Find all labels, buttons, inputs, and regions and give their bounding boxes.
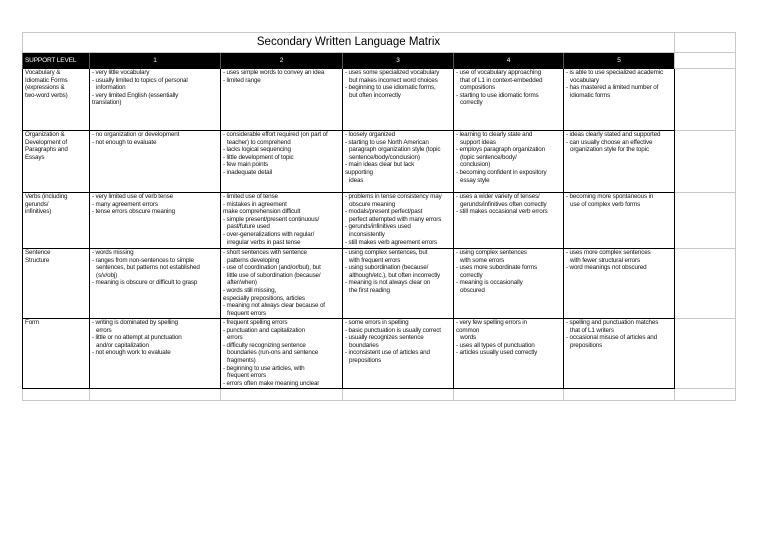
level-1-cell (90, 193, 221, 249)
spare-cell (675, 193, 736, 249)
cell-line: with some errors (460, 256, 505, 264)
cell-line: organization style for the topic (570, 146, 649, 154)
cell-line: prepositions (349, 356, 382, 364)
cell-line: - can usually choose an effective (566, 138, 653, 146)
spare-cell (675, 69, 736, 131)
cell-line: Paragraphs and (25, 146, 68, 154)
cell-line: - usually recognizes sentence (345, 334, 424, 342)
empty-row (23, 389, 736, 401)
cell-line: - little development of topic (223, 153, 294, 161)
header-level-2: 2 (221, 53, 343, 69)
cell-line: - uses some specialized vocabulary (345, 69, 440, 76)
level-4-cell (454, 249, 564, 319)
cell-line: - few main points (223, 161, 269, 169)
matrix-row (23, 193, 736, 249)
cell-line: - meaning is occasionally (456, 279, 523, 287)
cell-line: Essays (25, 153, 45, 161)
cell-line: - use of vocabulary approaching (456, 69, 541, 76)
cell-line: that of L1 writers (570, 326, 614, 334)
cell-line: support ideas (460, 138, 496, 146)
cell-line: conclusion) (460, 161, 491, 169)
cell-line: - not enough work to evaluate (92, 349, 171, 357)
cell-line: but makes incorrect word choices (349, 76, 438, 84)
spare-cell (675, 319, 736, 389)
spare-cell (675, 53, 736, 69)
level-5-cell (564, 69, 675, 131)
level-2-cell (221, 131, 343, 193)
level-3-cell (343, 193, 454, 249)
cell-line: Sentence (25, 249, 51, 256)
empty-cell (90, 389, 221, 401)
cell-line: - main ideas clear but lack (345, 161, 415, 169)
cell-line: - simple present/present continuous/ (223, 215, 320, 223)
cell-line: - no organization or development (92, 131, 180, 138)
cell-line: infinitives) (25, 208, 52, 216)
cell-line: - very limited use of verb tense (92, 193, 173, 200)
level-3-cell (343, 69, 454, 131)
cell-line: although/etc.), but often incorrectly (349, 271, 441, 279)
cell-line: - use of coordination (and/or/but), but (223, 264, 321, 272)
cell-line: - is able to use specialized academic (566, 69, 664, 76)
cell-line: correctly (460, 271, 483, 279)
category-cell (23, 249, 90, 319)
cell-line: - using complex sentences (456, 249, 527, 256)
cell-line: - articles usually used correctly (456, 349, 538, 357)
empty-cell (454, 389, 564, 401)
cell-line: errors (96, 326, 112, 334)
cell-line: - spelling and punctuation matches (566, 319, 659, 326)
cell-line: - using complex sentences, but (345, 249, 428, 256)
cell-line: - meaning is not always clear on (345, 279, 431, 287)
document-title: Secondary Written Language Matrix (23, 33, 675, 53)
matrix-row (23, 249, 736, 319)
level-2-cell (221, 319, 343, 389)
cell-line: little use of subordination (because/ (227, 271, 321, 279)
level-4-cell (454, 319, 564, 389)
cell-line: Organization & (25, 131, 65, 138)
level-5-cell (564, 131, 675, 193)
cell-line: with fewer structural errors (570, 256, 640, 264)
cell-line: information (96, 84, 126, 92)
cell-line: - limited range (223, 76, 261, 84)
cell-line: fragments) (227, 356, 256, 364)
language-matrix-table (22, 32, 736, 401)
level-5-cell (564, 193, 675, 249)
cell-line: - not enough to evaluate (92, 138, 157, 146)
spare-cell (675, 249, 736, 319)
document-sheet (22, 32, 736, 401)
header-support-level: SUPPORT LEVEL (23, 53, 90, 69)
cell-line: Verbs (including (25, 193, 68, 200)
cell-line: translation) (92, 99, 122, 107)
level-3-cell (343, 249, 454, 319)
empty-cell (343, 389, 454, 401)
cell-line: with frequent errors (349, 256, 401, 264)
title-row (23, 33, 736, 53)
header-row (23, 53, 736, 69)
category-cell (23, 193, 90, 249)
cell-line: common (456, 326, 480, 334)
spare-cell (675, 33, 736, 53)
header-level-3: 3 (343, 53, 454, 69)
level-4-cell (454, 193, 564, 249)
cell-line: obscure meaning (349, 200, 396, 208)
level-2-cell (221, 193, 343, 249)
cell-line: after/when) (227, 279, 257, 287)
cell-line: sentence/body/conclusion) (349, 153, 420, 161)
cell-line: - words still missing, (223, 286, 277, 294)
level-4-cell (454, 131, 564, 193)
cell-line: - loosely organized (345, 131, 396, 138)
cell-line: prepositions (570, 341, 603, 349)
cell-line: - using subordination (because/ (345, 264, 429, 272)
cell-line: (s/v/obj) (96, 271, 118, 279)
cell-line: sentences, but patterns not established (96, 264, 200, 272)
level-3-cell (343, 131, 454, 193)
cell-line: (expressions & (25, 84, 65, 92)
cell-line: correctly (460, 99, 483, 107)
cell-line: - very little vocabulary (92, 69, 150, 76)
cell-line: Form (25, 319, 40, 326)
empty-cell (23, 389, 90, 401)
matrix-row (23, 131, 736, 193)
cell-line: Idiomatic Forms (25, 76, 68, 84)
cell-line: gerunds/infinitives often correctly (460, 200, 547, 208)
cell-line: idiomatic forms (570, 91, 611, 99)
cell-line: (topic sentence/body/ (460, 153, 517, 161)
cell-line: - mistakes in agreement (223, 200, 287, 208)
cell-line: - uses a wider variety of tenses/ (456, 193, 540, 200)
cell-line: frequent errors (227, 372, 267, 380)
cell-line: - usually limited to topics of personal (92, 76, 188, 84)
cell-line: boundaries (run-ons and sentence (227, 349, 319, 357)
category-cell (23, 131, 90, 193)
cell-line: - modals/present perfect/past (345, 208, 423, 216)
cell-line: obscured (460, 286, 485, 294)
cell-line: - gerunds/infinitives used (345, 223, 411, 231)
empty-cell (675, 389, 736, 401)
cell-line: - difficulty recognizing sentence (223, 341, 306, 349)
cell-line: - starting to use North American (345, 138, 429, 146)
cell-line: past/future used (227, 223, 270, 231)
cell-line: perfect attempted with many errors (349, 215, 442, 223)
cell-line: compositions (460, 84, 495, 92)
matrix-row (23, 69, 736, 131)
cell-line: - inconsistent use of articles and (345, 349, 430, 357)
cell-line: - ranges from non-sentences to simple (92, 256, 194, 264)
cell-line: - inadequate detail (223, 168, 272, 176)
level-1-cell (90, 319, 221, 389)
cell-line: - still makes verb agreement errors (345, 238, 438, 246)
cell-line: - has mastered a limited number of (566, 84, 659, 92)
level-1-cell (90, 131, 221, 193)
cell-line: - errors often make meaning unclear (223, 379, 320, 387)
cell-line: that of L1 in context-embedded (460, 76, 543, 84)
cell-line: - uses more complex sentences (566, 249, 651, 256)
cell-line: - learning to clearly state and (456, 131, 533, 138)
cell-line: patterns developing (227, 256, 280, 264)
cell-line: gerunds/ (25, 200, 49, 208)
cell-line: - some errors in spelling (345, 319, 409, 326)
cell-line: essay style (460, 176, 490, 184)
cell-line: - uses simple words to convey an idea (223, 69, 325, 76)
cell-line: use of complex verb forms (570, 200, 641, 208)
cell-line: make comprehension difficult (223, 208, 301, 216)
cell-line: but often incorrectly (349, 91, 401, 99)
cell-line: - very limited English (essentially (92, 91, 179, 99)
cell-line: - very few spelling errors in (456, 319, 527, 326)
cell-line: - basic punctuation is usually correct (345, 326, 441, 334)
cell-line: vocabulary (570, 76, 599, 84)
cell-line: - punctuation and capitalization (223, 326, 306, 334)
cell-line: boundaries (349, 341, 379, 349)
cell-line: - little or no attempt at punctuation (92, 334, 182, 342)
cell-line: - problems in tense consistency may (345, 193, 442, 200)
spare-cell (675, 131, 736, 193)
cell-line: irregular verbs in past tense (227, 238, 301, 246)
category-cell (23, 69, 90, 131)
header-level-1: 1 (90, 53, 221, 69)
cell-line: - frequent spelling errors (223, 319, 288, 326)
cell-line: - short sentences with sentence (223, 249, 307, 256)
cell-line: frequent errors (227, 309, 267, 317)
cell-line: - over-generalizations with regular/ (223, 230, 315, 238)
cell-line: errors (227, 334, 243, 342)
category-cell (23, 319, 90, 389)
cell-line: - uses all types of punctuation (456, 341, 535, 349)
cell-line: especially prepositions, articles (223, 294, 305, 302)
cell-line: - occasional misuse of articles and (566, 334, 657, 342)
cell-line: teacher) to comprehend (227, 138, 291, 146)
level-3-cell (343, 319, 454, 389)
cell-line: - ideas clearly stated and supported (566, 131, 661, 138)
cell-line: supporting (345, 168, 373, 176)
cell-line: - words missing (92, 249, 134, 256)
cell-line: - meaning is obscure or difficult to grasp (92, 279, 198, 287)
cell-line: - writing is dominated by spelling (92, 319, 178, 326)
cell-line: Structure (25, 256, 50, 264)
cell-line: - beginning to use articles, with (223, 364, 305, 372)
empty-cell (564, 389, 675, 401)
cell-line: - word meanings not obscured (566, 264, 647, 272)
cell-line: Vocabulary & (25, 69, 61, 76)
level-4-cell (454, 69, 564, 131)
matrix-row (23, 319, 736, 389)
level-2-cell (221, 249, 343, 319)
cell-line: inconsistently (349, 230, 385, 238)
cell-line: the first reading (349, 286, 390, 294)
header-level-4: 4 (454, 53, 564, 69)
cell-line: - tense errors obscure meaning (92, 208, 175, 216)
level-1-cell (90, 249, 221, 319)
header-level-5: 5 (564, 53, 675, 69)
cell-line: - employs paragraph organization (456, 146, 546, 154)
cell-line: - starting to use idiomatic forms (456, 91, 539, 99)
level-2-cell (221, 69, 343, 131)
cell-line: - becoming more spontaneous in (566, 193, 654, 200)
cell-line: paragraph organization style (topic (349, 146, 441, 154)
cell-line: - becoming confident in expository (456, 168, 547, 176)
cell-line: and/or capitalization (96, 341, 149, 349)
cell-line: - still makes occasional verb errors (456, 208, 548, 216)
empty-cell (221, 389, 343, 401)
level-5-cell (564, 319, 675, 389)
cell-line: ideas (349, 176, 364, 184)
cell-line: two-word verbs) (25, 91, 68, 99)
cell-line: words (460, 334, 477, 342)
level-1-cell (90, 69, 221, 131)
cell-line: - uses more subordinate forms (456, 264, 538, 272)
cell-line: - considerable effort required (on part of (223, 131, 328, 138)
cell-line: Development of (25, 138, 68, 146)
level-5-cell (564, 249, 675, 319)
cell-line: - meaning not always clear because of (223, 302, 325, 310)
cell-line: - limited use of tense (223, 193, 278, 200)
cell-line: - lacks logical sequencing (223, 146, 291, 154)
cell-line: - many agreement errors (92, 200, 158, 208)
cell-line: - beginning to use idiomatic forms, (345, 84, 436, 92)
